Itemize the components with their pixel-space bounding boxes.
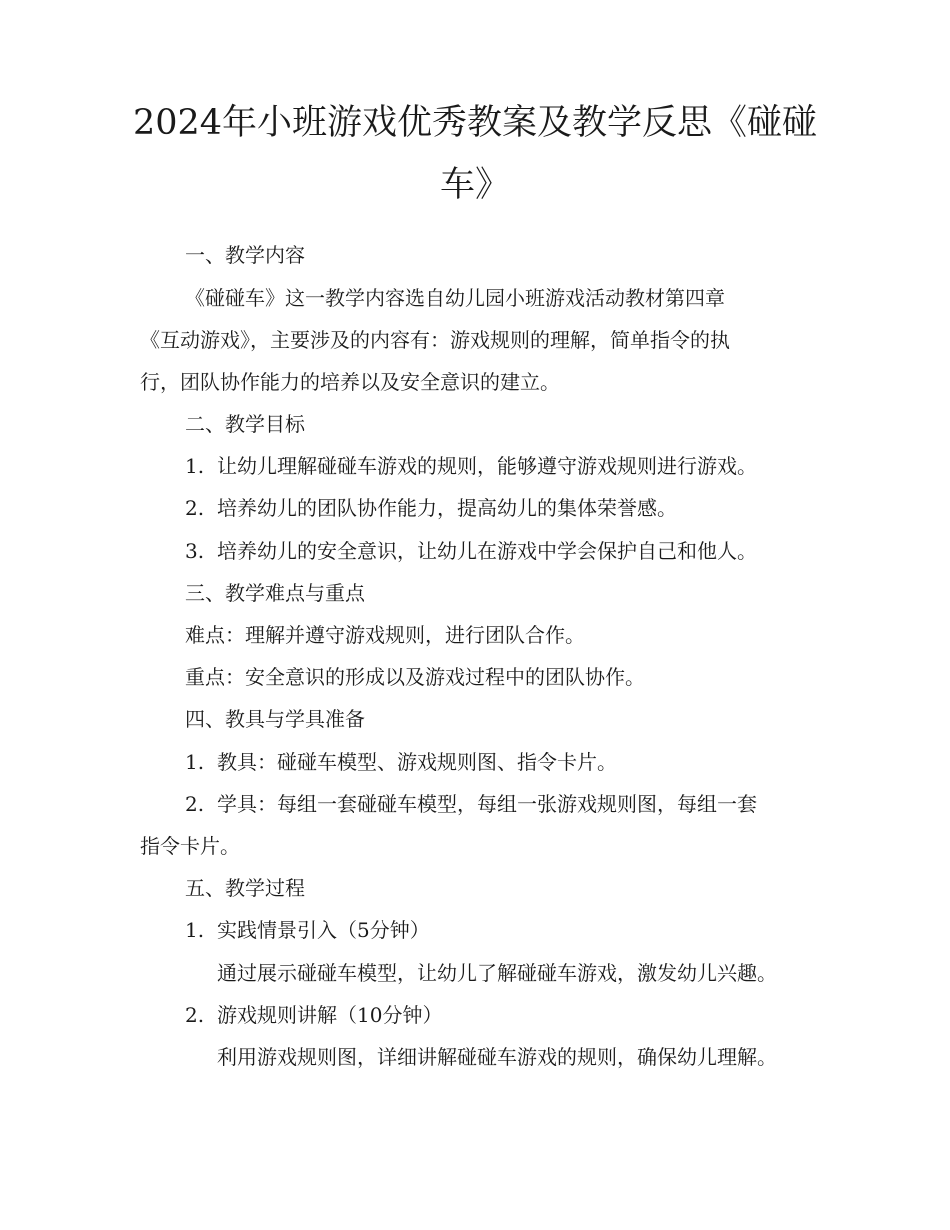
difficulty-line: 难点：理解并遵守游戏规则，进行团队合作。 [185, 623, 585, 647]
step-description: 通过展示碰碰车模型，让幼儿了解碰碰车游戏，激发幼儿兴趣。 [217, 961, 777, 985]
doc-title-line2: 车》 [439, 165, 510, 205]
section-heading-1: 一、教学内容 [185, 243, 305, 267]
step-title [185, 1002, 442, 1028]
list-item [185, 749, 617, 775]
item-number: 2. [185, 792, 205, 816]
paragraph-line: 《碰碰车》这一教学内容选自幼儿园小班游戏活动教材第四章 [185, 286, 725, 310]
section-heading-4: 四、教具与学具准备 [185, 707, 365, 731]
list-item [185, 791, 757, 817]
paragraph-line: 《互动游戏》，主要涉及的内容有：游戏规则的理解，简单指令的执 [140, 328, 730, 352]
item-text: 培养幼儿的安全意识，让幼儿在游戏中学会保护自己和他人。 [217, 539, 757, 563]
item-number: 3. [185, 539, 205, 563]
step-title-text: 实践情景引入（5分钟） [217, 918, 430, 942]
section-heading-2: 二、教学目标 [185, 412, 305, 436]
item-text: 教具：碰碰车模型、游戏规则图、指令卡片。 [217, 750, 617, 774]
item-text: 培养幼儿的团队协作能力，提高幼儿的集体荣誉感。 [217, 496, 677, 520]
item-number: 2. [185, 496, 205, 520]
doc-title-line1: 2024年小班游戏优秀教案及教学反思《碰碰 [132, 103, 818, 143]
list-item [185, 495, 677, 521]
paragraph-line: 行，团队协作能力的培养以及安全意识的建立。 [140, 370, 560, 394]
item-text: 让幼儿理解碰碰车游戏的规则，能够遵守游戏规则进行游戏。 [217, 454, 757, 478]
step-description: 利用游戏规则图，详细讲解碰碰车游戏的规则，确保幼儿理解。 [217, 1045, 777, 1069]
key-point-line: 重点：安全意识的形成以及游戏过程中的团队协作。 [185, 665, 645, 689]
item-number: 1. [185, 454, 205, 478]
section-heading-3: 三、教学难点与重点 [185, 581, 365, 605]
step-number: 1. [185, 918, 205, 942]
item-text: 学具：每组一套碰碰车模型，每组一张游戏规则图，每组一套 [217, 792, 757, 816]
step-title-text: 游戏规则讲解（10分钟） [217, 1003, 443, 1027]
list-item [185, 453, 757, 479]
item-number: 1. [185, 750, 205, 774]
step-title [185, 917, 430, 943]
list-item [185, 538, 757, 564]
paragraph-line: 指令卡片。 [140, 834, 240, 858]
section-heading-5: 五、教学过程 [185, 876, 305, 900]
step-number: 2. [185, 1003, 205, 1027]
